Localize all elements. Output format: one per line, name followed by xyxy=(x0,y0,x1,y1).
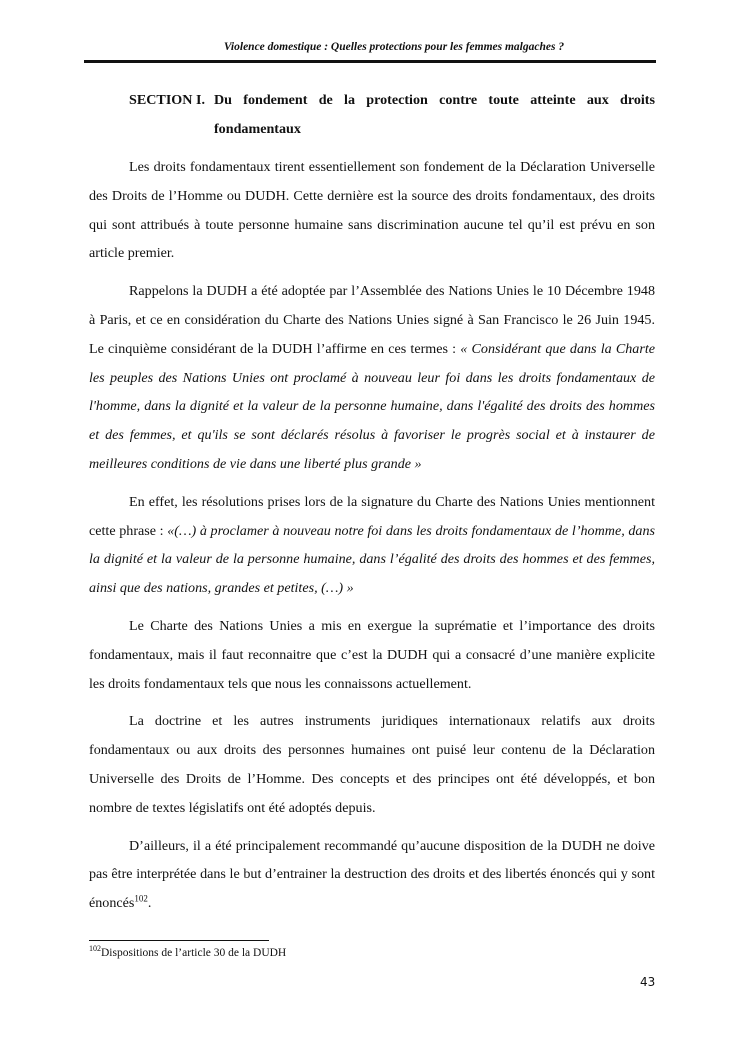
paragraph-2 xyxy=(89,277,655,479)
paragraph-6 xyxy=(89,832,655,918)
footnote-text: Dispositions de l’article 30 de la DUDH xyxy=(101,947,287,959)
page-number: 43 xyxy=(640,975,656,989)
running-header xyxy=(0,41,744,53)
paragraph-6-end: . xyxy=(147,895,152,912)
paragraph-3-text: En effet, les résolutions prises lors de la signature du Charte des Nations Unies mentionnent cette phrase : xyxy=(89,493,655,539)
section-title: Du fondement de la protection contre toute atteinte aux droits fondamentaux xyxy=(213,92,655,137)
paragraph-2-text: Rappelons la DUDH a été adoptée par l’Assemblée des Nations Unies le 10 Décembre 1948 à Paris, et ce en considération du Charte des Nations Unies signé à San Francisco le 26 Juin 1945. Le cinquième considérant de la DUDH l’affirme en ces termes : xyxy=(89,283,655,357)
paragraph-1: Les droits fondamentaux tirent essentiellement son fondement de la Déclaration Universelle des Droits de l’Homme ou DUDH. Cette dernière est la source des droits fondamentaux, des droits qui sont attribués à toute personne humaine sans discrimination aucune tel qu’il est prévu en son article premier. xyxy=(89,159,655,262)
page-body xyxy=(89,86,655,918)
section-heading xyxy=(129,86,655,144)
paragraph-5: La doctrine et les autres instruments juridiques internationaux relatifs aux droits fondamentaux ou aux droits des personnes humaines ont puisé leur contenu de la Déclaration Universelle des Droits de l’Homme. Des concepts et des principes ont été développés, et bon nombre de textes législatifs ont été adoptés depuis. xyxy=(89,713,655,816)
paragraph-3-quote: «(…) à proclamer à nouveau notre foi dans les droits fondamentaux de l’homme, dans la dignité et la valeur de la personne humaine, dans l’égalité des droits des hommes et des femmes, ainsi que des nations, grandes et petites, (…) » xyxy=(89,522,656,597)
footnote-number: 102 xyxy=(89,944,101,954)
paragraph-2-quote: « Considérant que dans la Charte les peuples des Nations Unies ont proclamé à nouveau leur foi dans les droits fondamentaux de l'homme, dans la dignité et la valeur de la personne humaine, dans l'égalité des droits des hommes et des femmes, et qu'ils se sont déclarés résolus à favoriser le progrès social et à instaurer de meilleures conditions de vie dans une liberté plus grande » xyxy=(89,340,655,472)
paragraph-3 xyxy=(89,488,655,603)
footnote-rule xyxy=(89,940,269,941)
footnote xyxy=(89,944,287,959)
footnote-ref[interactable]: 102 xyxy=(134,893,148,904)
paragraph-6-text: D’ailleurs, il a été principalement recommandé qu’aucune disposition de la DUDH ne doive pas être interprétée dans le but d’entrainer la destruction des droits et des libertés énoncés qui y sont énoncés xyxy=(89,837,655,912)
paragraph-4: Le Charte des Nations Unies a mis en exergue la suprématie et l’importance des droits fondamentaux, mais il faut reconnaitre que c’est la DUDH qui a consacré d’une manière explicite les droits fondamentaux tels que nous les connaissons actuellement. xyxy=(89,617,655,692)
running-header-title: Violence domestique : Quelles protections pour les femmes malgaches ? xyxy=(223,41,565,53)
section-label: SECTION I. xyxy=(129,92,205,108)
header-rule xyxy=(84,60,656,63)
